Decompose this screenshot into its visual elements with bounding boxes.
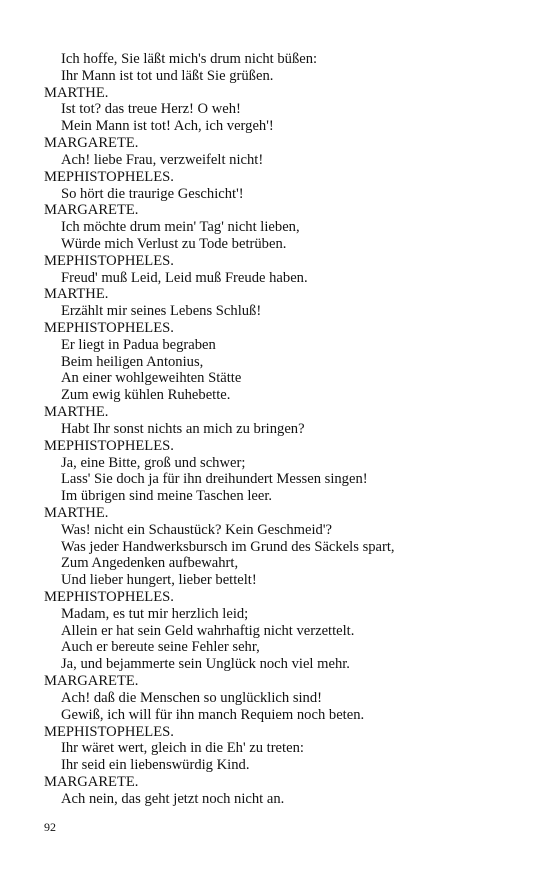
verse-line: Ach! liebe Frau, verzweifelt nicht!	[61, 151, 264, 168]
page-text	[44, 51, 514, 808]
speaker-name: MARTHE.	[44, 404, 109, 421]
speaker-name: MARGARETE.	[44, 673, 139, 690]
verse-line: Habt Ihr sonst nichts an mich zu bringen?	[61, 420, 305, 437]
verse-line: Beim heiligen Antonius,	[61, 353, 204, 370]
speaker-name: MEPHISTOPHELES.	[44, 168, 174, 185]
speaker-name: MARTHE.	[44, 84, 109, 101]
verse-line: So hört die traurige Geschicht'!	[61, 185, 244, 202]
verse-line: An einer wohlgeweihten Stätte	[61, 370, 242, 387]
verse-line: Erzählt mir seines Lebens Schluß!	[61, 303, 262, 320]
speaker-name: MARGARETE.	[44, 202, 139, 219]
verse-line: Ich hoffe, Sie läßt mich's drum nicht büßen:	[61, 51, 318, 67]
verse-line: Ja, eine Bitte, groß und schwer;	[61, 454, 246, 471]
verse-line: Was jeder Handwerksbursch im Grund des Säckels spart,	[61, 538, 395, 555]
verse-line: Ihr wäret wert, gleich in die Eh' zu treten:	[61, 740, 304, 757]
verse-line: Ihr Mann ist tot und läßt Sie grüßen.	[61, 67, 274, 84]
page-number: 92	[44, 820, 56, 834]
verse-line: Auch er bereute seine Fehler sehr,	[61, 639, 260, 656]
verse-line: Und lieber hungert, lieber bettelt!	[61, 572, 257, 589]
verse-line: Ich möchte drum mein' Tag' nicht lieben,	[61, 219, 300, 236]
speaker-name: MARTHE.	[44, 286, 109, 303]
verse-line: Madam, es tut mir herzlich leid;	[61, 605, 249, 622]
speaker-name: MARGARETE.	[44, 135, 139, 152]
verse-line: Ja, und bejammerte sein Unglück noch viel mehr.	[61, 656, 350, 673]
verse-line: Freud' muß Leid, Leid muß Freude haben.	[61, 269, 308, 286]
verse-line: Zum ewig kühlen Ruhebette.	[61, 387, 231, 404]
verse-line: Was! nicht ein Schaustück? Kein Geschmeid'?	[61, 521, 332, 538]
verse-line: Gewiß, ich will für ihn manch Requiem noch beten.	[61, 706, 365, 723]
verse-line: Ist tot? das treue Herz! O weh!	[61, 101, 241, 118]
verse-line: Würde mich Verlust zu Tode betrüben.	[61, 235, 287, 252]
speaker-name: MEPHISTOPHELES.	[44, 437, 174, 454]
verse-line: Allein er hat sein Geld wahrhaftig nicht verzettelt.	[61, 622, 355, 639]
verse-line: Ihr seid ein liebenswürdig Kind.	[61, 757, 250, 774]
verse-line: Im übrigen sind meine Taschen leer.	[61, 488, 273, 505]
speaker-name: MARGARETE.	[44, 773, 139, 790]
speaker-name: MEPHISTOPHELES.	[44, 723, 174, 740]
verse-line: Ach! daß die Menschen so unglücklich sind!	[61, 689, 323, 706]
verse-line: Mein Mann ist tot! Ach, ich vergeh'!	[61, 118, 274, 135]
speaker-name: MARTHE.	[44, 504, 109, 521]
speaker-name: MEPHISTOPHELES.	[44, 320, 174, 336]
verse-line: Ach nein, das geht jetzt noch nicht an.	[61, 790, 285, 807]
speaker-name: MEPHISTOPHELES.	[44, 252, 174, 269]
verse-line: Er liegt in Padua begraben	[61, 336, 216, 353]
verse-line: Zum Angedenken aufbewahrt,	[61, 555, 239, 572]
speaker-name: MEPHISTOPHELES.	[44, 589, 174, 605]
verse-line: Lass' Sie doch ja für ihn dreihundert Messen singen!	[61, 471, 368, 488]
